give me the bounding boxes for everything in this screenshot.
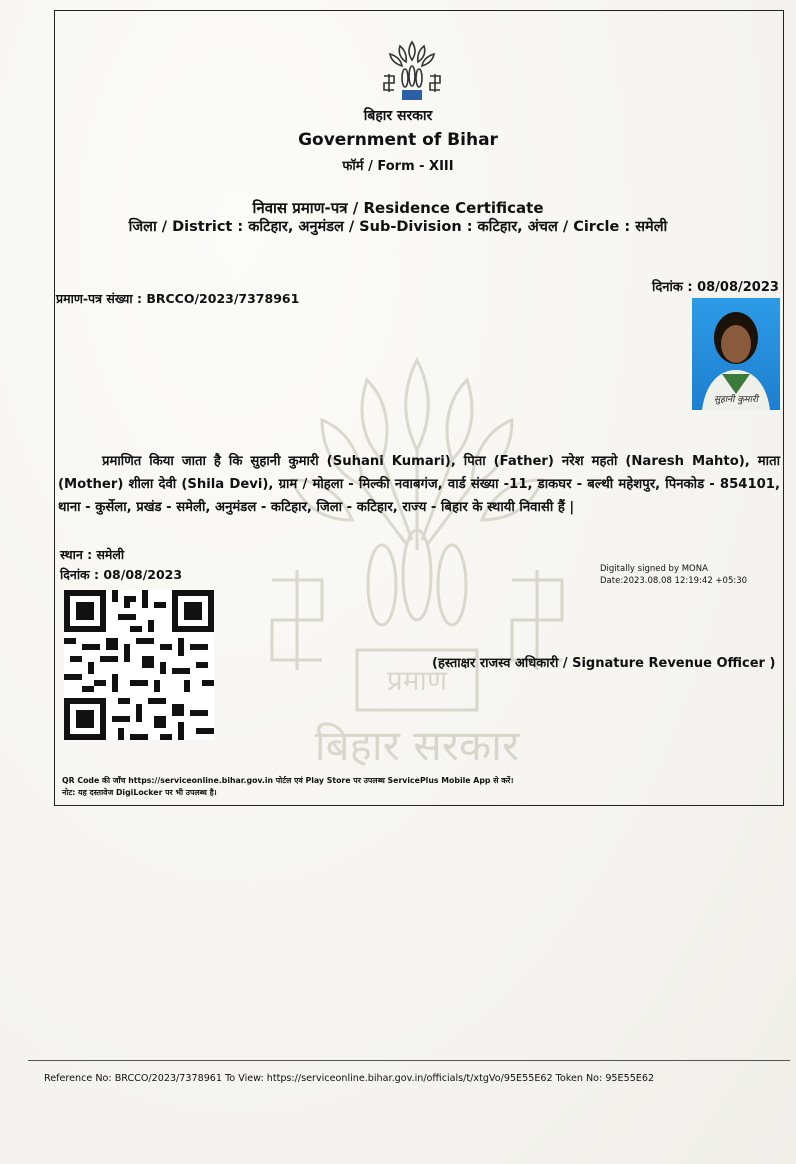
watermark-seal-text: प्रमाण xyxy=(386,664,448,697)
photo-signature: सुहानी कुमारी xyxy=(713,395,759,405)
officer-signature-label: (हस्ताक्षर राजस्व अधिकारी / Signature Revenue Officer ) xyxy=(432,656,776,671)
certificate-body-text: प्रमाणित किया जाता है कि सुहानी कुमारी (Suhani Kumari), पिता (Father) नरेश महतो (Naresh Mahto), माता (Mother) शीला देवी (Shila Devi), ग्राम / मोहला - मिल्की नवाबगंज, वार्ड संख्या -11, डाकघर - बल्थी महेशपुर, पिनकोड - 854101, थाना - कुर्सेला, प्रखंड - समेली, अनुमंडल - कटिहार, जिला - कटिहार, राज्य - बिहार के स्थायी निवासी हैं | xyxy=(58,454,780,515)
bihar-emblem-watermark xyxy=(262,320,572,790)
certificate-number: प्रमाण-पत्र संख्या : BRCCO/2023/7378961 xyxy=(56,291,300,306)
district-line: जिला / District : कटिहार, अनुमंडल / Sub-Division : कटिहार, अंचल / Circle : समेली xyxy=(128,219,668,235)
form-number: फॉर्म / Form - XIII xyxy=(342,159,454,174)
qr-verification-note: QR Code की जाँच https://serviceonline.bihar.gov.in पोर्टल एवं Play Store पर उपलब्ध ServicePlus Mobile App से करें। xyxy=(62,776,514,785)
issue-place: स्थान : समेली xyxy=(60,547,125,562)
qr-code-icon xyxy=(64,590,214,740)
watermark-text: बिहार सरकार xyxy=(314,721,520,770)
digital-signature-name: Digitally signed by MONA xyxy=(600,564,708,574)
certificate-title: निवास प्रमाण-पत्र / Residence Certificate xyxy=(252,199,544,217)
digilocker-note: नोट: यह दस्तावेज DigiLocker पर भी उपलब्ध है। xyxy=(62,788,217,797)
government-hindi-title: बिहार सरकार xyxy=(363,108,433,124)
footer-reference: Reference No: BRCCO/2023/7378961 To View: https://serviceonline.bihar.gov.in/officials/t/xtgVo/95E55E62 Token No: 95E55E62 xyxy=(44,1073,655,1084)
certificate-date: दिनांक : 08/08/2023 xyxy=(652,280,779,295)
government-english-title: Government of Bihar xyxy=(298,130,498,150)
issue-date: दिनांक : 08/08/2023 xyxy=(60,567,183,582)
bihar-government-emblem-icon xyxy=(380,38,444,104)
certificate-body xyxy=(58,450,780,519)
applicant-photo xyxy=(692,298,780,410)
footer-divider xyxy=(28,1060,790,1061)
digital-signature-date: Date:2023.08.08 12:19:42 +05:30 xyxy=(600,576,748,586)
